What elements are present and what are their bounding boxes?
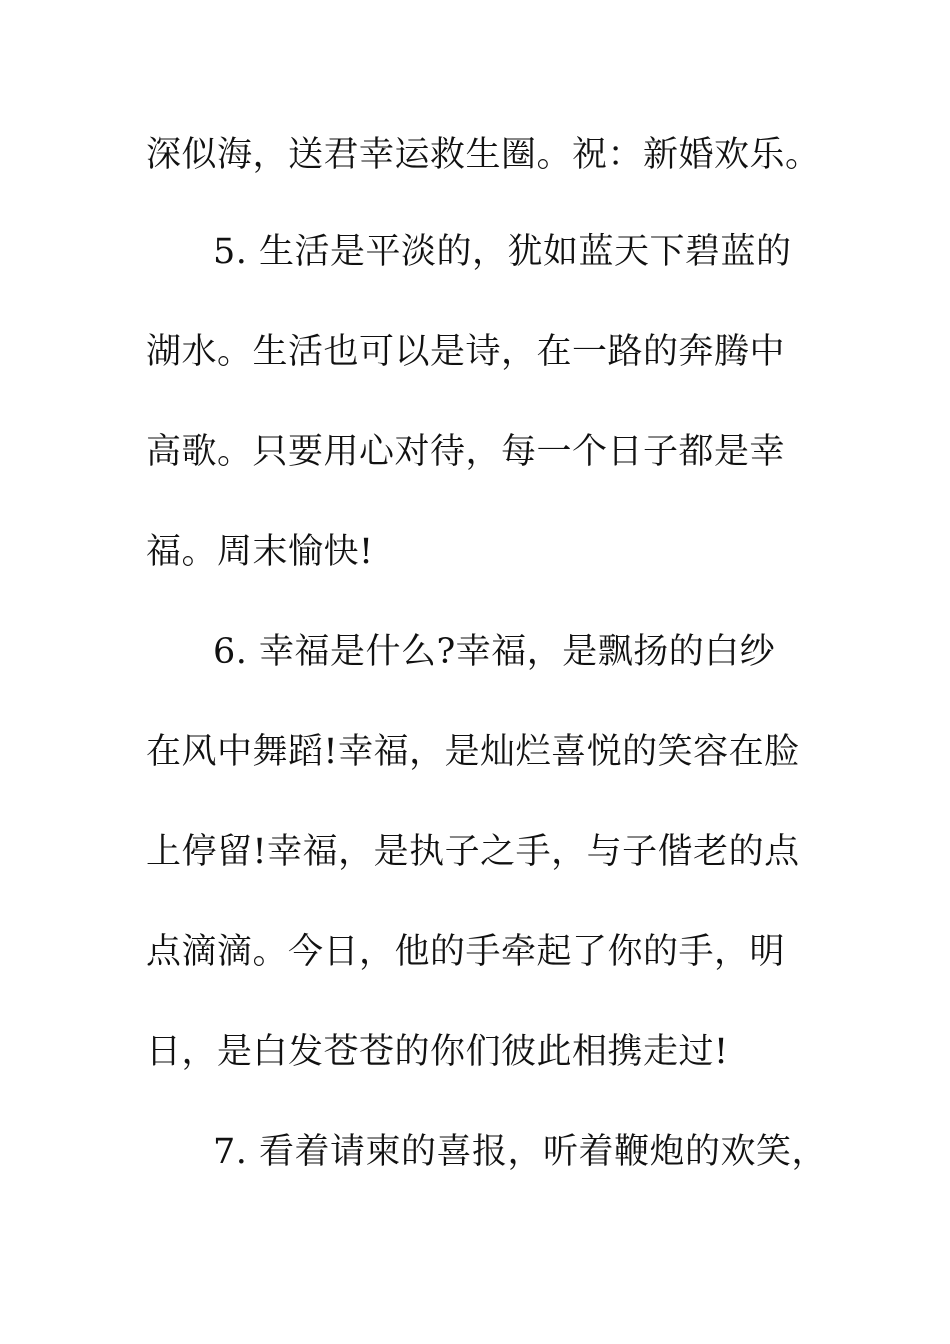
text-line-3: 湖水。生活也可以是诗，在一路的奔腾中	[146, 332, 786, 372]
text-line-9: 点滴滴。今日，他的手牵起了你的手，明	[146, 932, 786, 972]
text-line-4: 高歌。只要用心对待，每一个日子都是幸	[146, 432, 786, 472]
paragraph-6-first-line: 6. 幸福是什么?幸福，是飘扬的白纱	[213, 632, 776, 672]
text-line-1: 深似海，送君幸运救生圈。祝：新婚欢乐。	[146, 135, 821, 175]
text-line-10: 日，是白发苍苍的你们彼此相携走过!	[146, 1032, 729, 1072]
text-line-5: 福。周末愉快!	[146, 532, 374, 572]
paragraph-5-first-line: 5. 生活是平淡的，犹如蓝天下碧蓝的	[213, 232, 792, 272]
text-line-7: 在风中舞蹈!幸福，是灿烂喜悦的笑容在脸	[146, 732, 800, 772]
paragraph-7-first-line: 7. 看着请柬的喜报，听着鞭炮的欢笑，	[213, 1132, 828, 1172]
text-line-8: 上停留!幸福，是执子之手，与子偕老的点	[146, 832, 800, 872]
